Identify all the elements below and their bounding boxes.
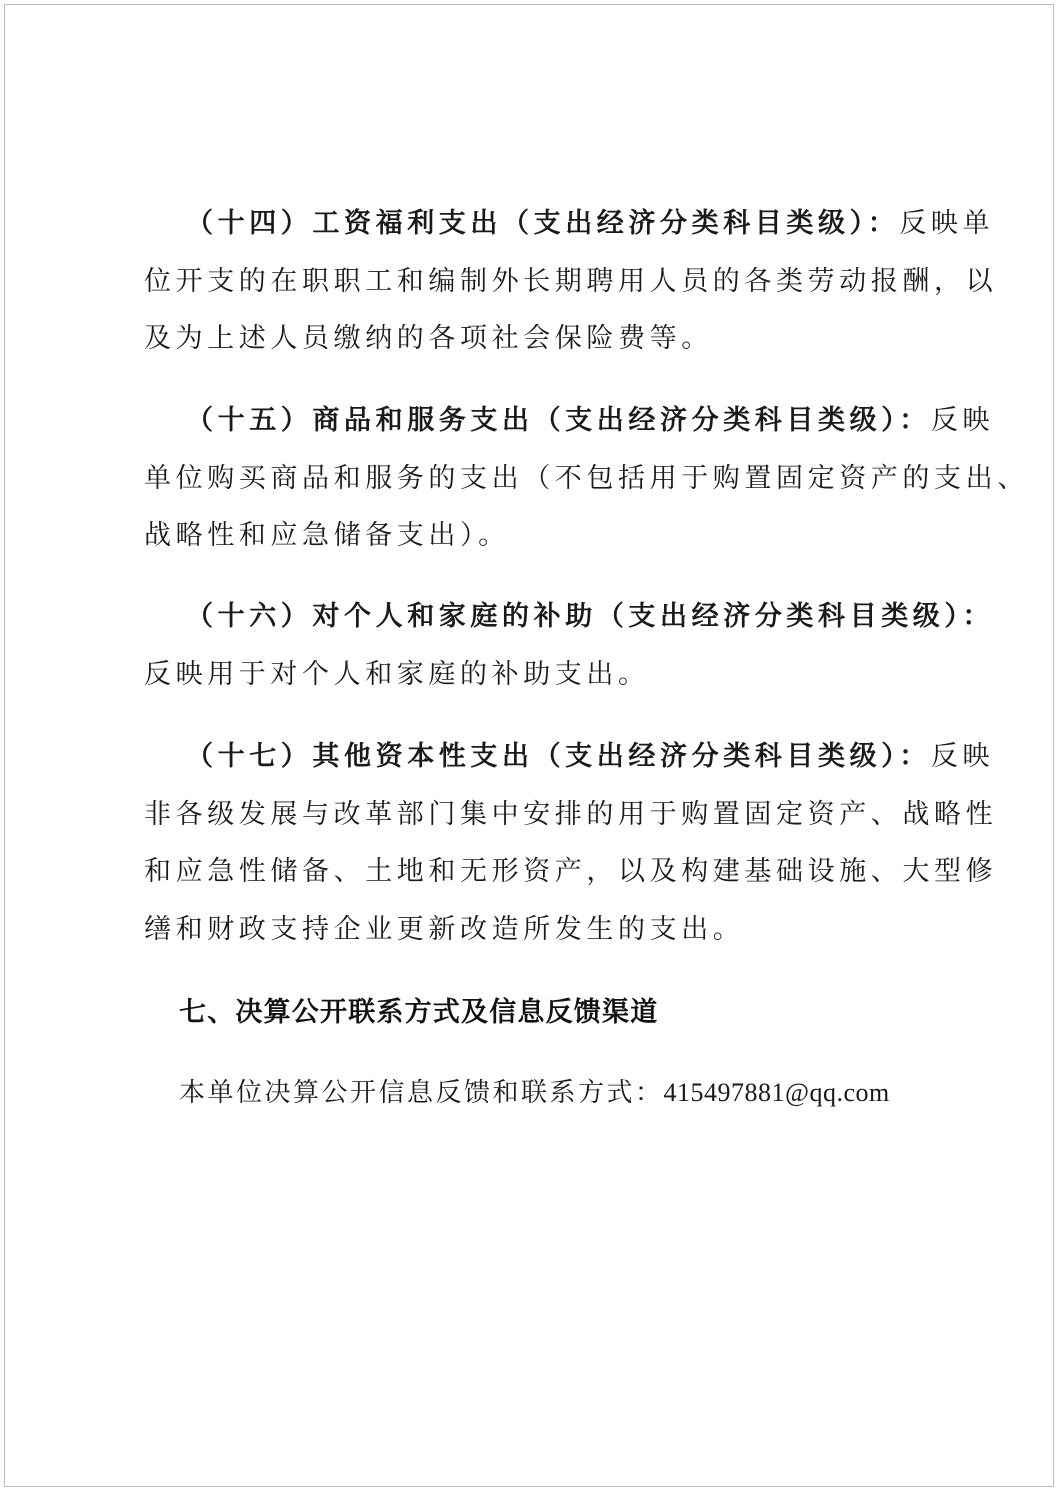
document-page: [4, 4, 1054, 1487]
section-16-heading: （十六）对个人和家庭的补助（支出经济分类科目类级）：: [186, 601, 995, 632]
section-14-line-3: 及为上述人员缴纳的各项社会保险费等。: [144, 323, 713, 354]
section-17-lead: 反映: [930, 741, 995, 772]
section-16-first-line: [186, 603, 994, 630]
section-15-line-3: 战略性和应急储备支出）。: [144, 520, 510, 551]
section-17-line-4: 缮和财政支持企业更新改造所发生的支出。: [144, 914, 745, 945]
section-14-first-line: [186, 210, 994, 237]
section-17-heading: （十七）其他资本性支出（支出经济分类科目类级）：: [186, 741, 931, 772]
section-15-lead: 反映: [930, 405, 995, 436]
section-17-first-line: [186, 743, 994, 770]
section-15-heading: （十五）商品和服务支出（支出经济分类科目类级）：: [186, 405, 931, 436]
section-16-line-2: 反映用于对个人和家庭的补助支出。: [144, 659, 650, 690]
section-17-line-2: 非各级发展与改革部门集中安排的用于购置固定资产、战略性: [144, 799, 998, 830]
section-14-heading: （十四）工资福利支出（支出经济分类科目类级）：: [186, 208, 900, 239]
section-7-heading: 七、决算公开联系方式及信息反馈渠道: [179, 997, 659, 1028]
contact-email[interactable]: 415497881@qq.com: [663, 1078, 890, 1107]
contact-line: [179, 1080, 890, 1106]
section-15-first-line: [186, 407, 994, 434]
contact-label: 本单位决算公开信息反馈和联系方式：: [179, 1078, 664, 1108]
section-15-line-2: 单位购买商品和服务的支出（不包括用于购置固定资产的支出、: [144, 463, 1029, 494]
section-17-line-3: 和应急性储备、土地和无形资产，以及构建基础设施、大型修: [144, 856, 998, 887]
section-14-lead: 反映单: [899, 208, 995, 239]
section-14-line-2: 位开支的在职职工和编制外长期聘用人员的各类劳动报酬，以: [144, 266, 998, 297]
